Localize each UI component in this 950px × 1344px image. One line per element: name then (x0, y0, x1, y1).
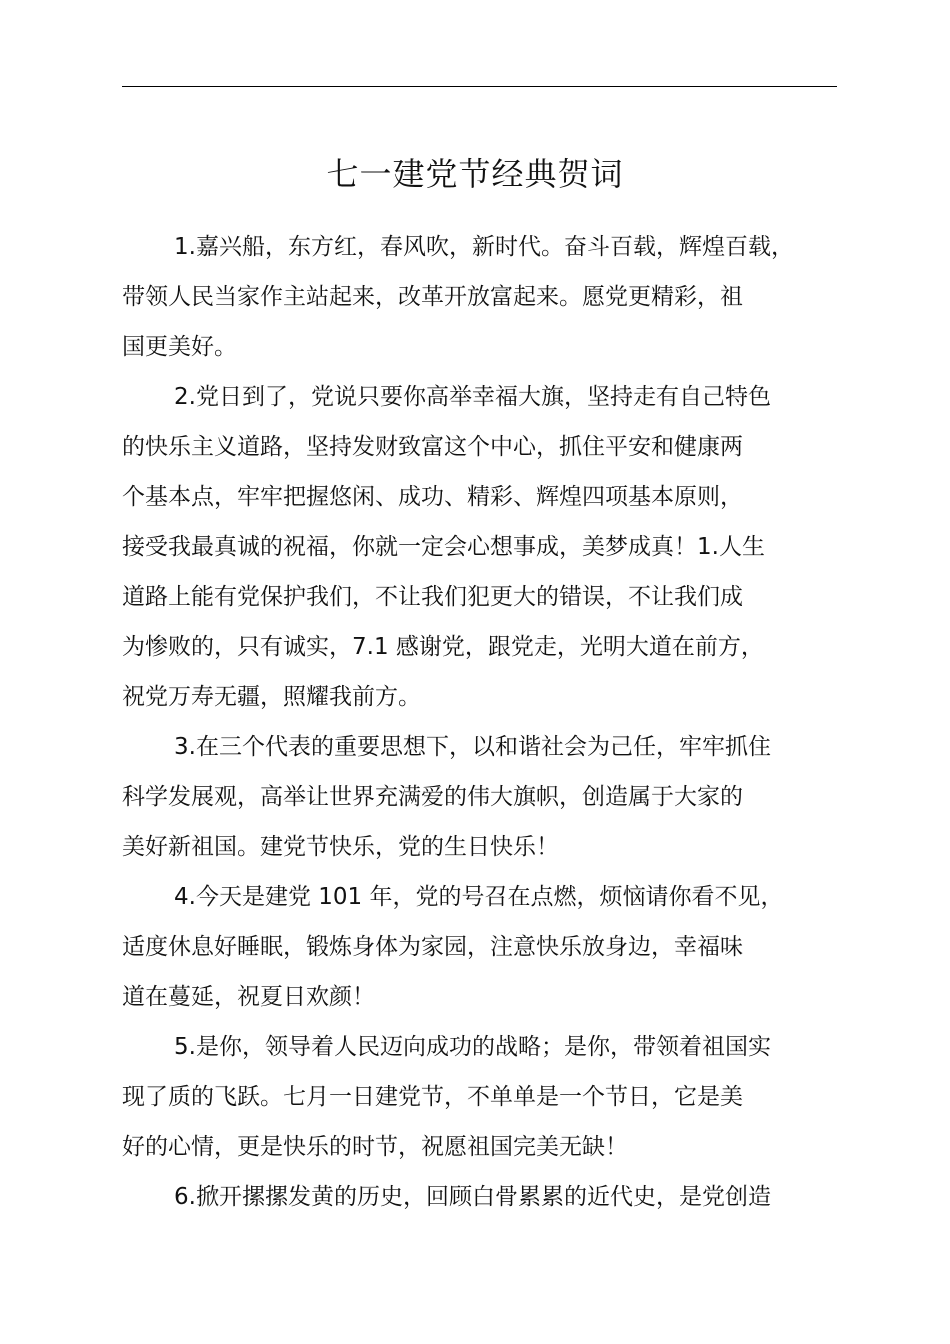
paragraph-4 (122, 872, 870, 1022)
text-line: 道路上能有党保护我们，不让我们犯更大的错误，不让我们成 (122, 584, 743, 610)
paragraph-2 (122, 372, 870, 722)
text-line: 祝党万寿无疆，照耀我前方。 (122, 684, 421, 710)
text-line: 带领人民当家作主站起来，改革开放富起来。愿党更精彩，祖 (122, 284, 743, 310)
text-line: 国更美好。 (122, 334, 237, 360)
text-line: 适度休息好睡眠，锻炼身体为家园，注意快乐放身边，幸福味 (122, 934, 743, 960)
text-line: 2.党日到了，党说只要你高举幸福大旗，坚持走有自己特色 (174, 384, 771, 410)
text-line: 1.嘉兴船，东方红，春风吹，新时代。奋斗百载，辉煌百载， (174, 234, 794, 260)
text-line: 3.在三个代表的重要思想下，以和谐社会为己任，牢牢抓住 (174, 734, 771, 760)
text-line: 接受我最真诚的祝福，你就一定会心想事成，美梦成真！1.人生 (122, 534, 765, 560)
paragraph-5 (122, 1022, 870, 1172)
page-title: 七一建党节经典贺词 (326, 155, 624, 193)
header-rule (122, 86, 837, 87)
text-line: 个基本点，牢牢把握悠闲、成功、精彩、辉煌四项基本原则， (122, 484, 743, 510)
text-line: 6.掀开摞摞发黄的历史，回顾白骨累累的近代史，是党创造 (174, 1184, 771, 1210)
text-line: 科学发展观，高举让世界充满爱的伟大旗帜，创造属于大家的 (122, 784, 743, 810)
paragraph-3 (122, 722, 870, 872)
text-line: 道在蔓延，祝夏日欢颜！ (122, 984, 375, 1010)
text-line: 5.是你，领导着人民迈向成功的战略；是你，带领着祖国实 (174, 1034, 771, 1060)
text-line: 为惨败的，只有诚实，7.1 感谢党，跟党走，光明大道在前方， (122, 634, 764, 660)
text-line: 美好新祖国。建党节快乐，党的生日快乐！ (122, 834, 559, 860)
paragraph-6 (122, 1172, 870, 1222)
text-line: 好的心情，更是快乐的时节，祝愿祖国完美无缺！ (122, 1134, 628, 1160)
text-line: 的快乐主义道路，坚持发财致富这个中心，抓住平安和健康两 (122, 434, 743, 460)
paragraph-1 (122, 222, 870, 372)
text-line: 现了质的飞跃。七月一日建党节，不单单是一个节日，它是美 (122, 1084, 743, 1110)
document-body (122, 222, 870, 1222)
text-line: 4.今天是建党 101 年，党的号召在点燃，烦恼请你看不见， (174, 884, 784, 910)
